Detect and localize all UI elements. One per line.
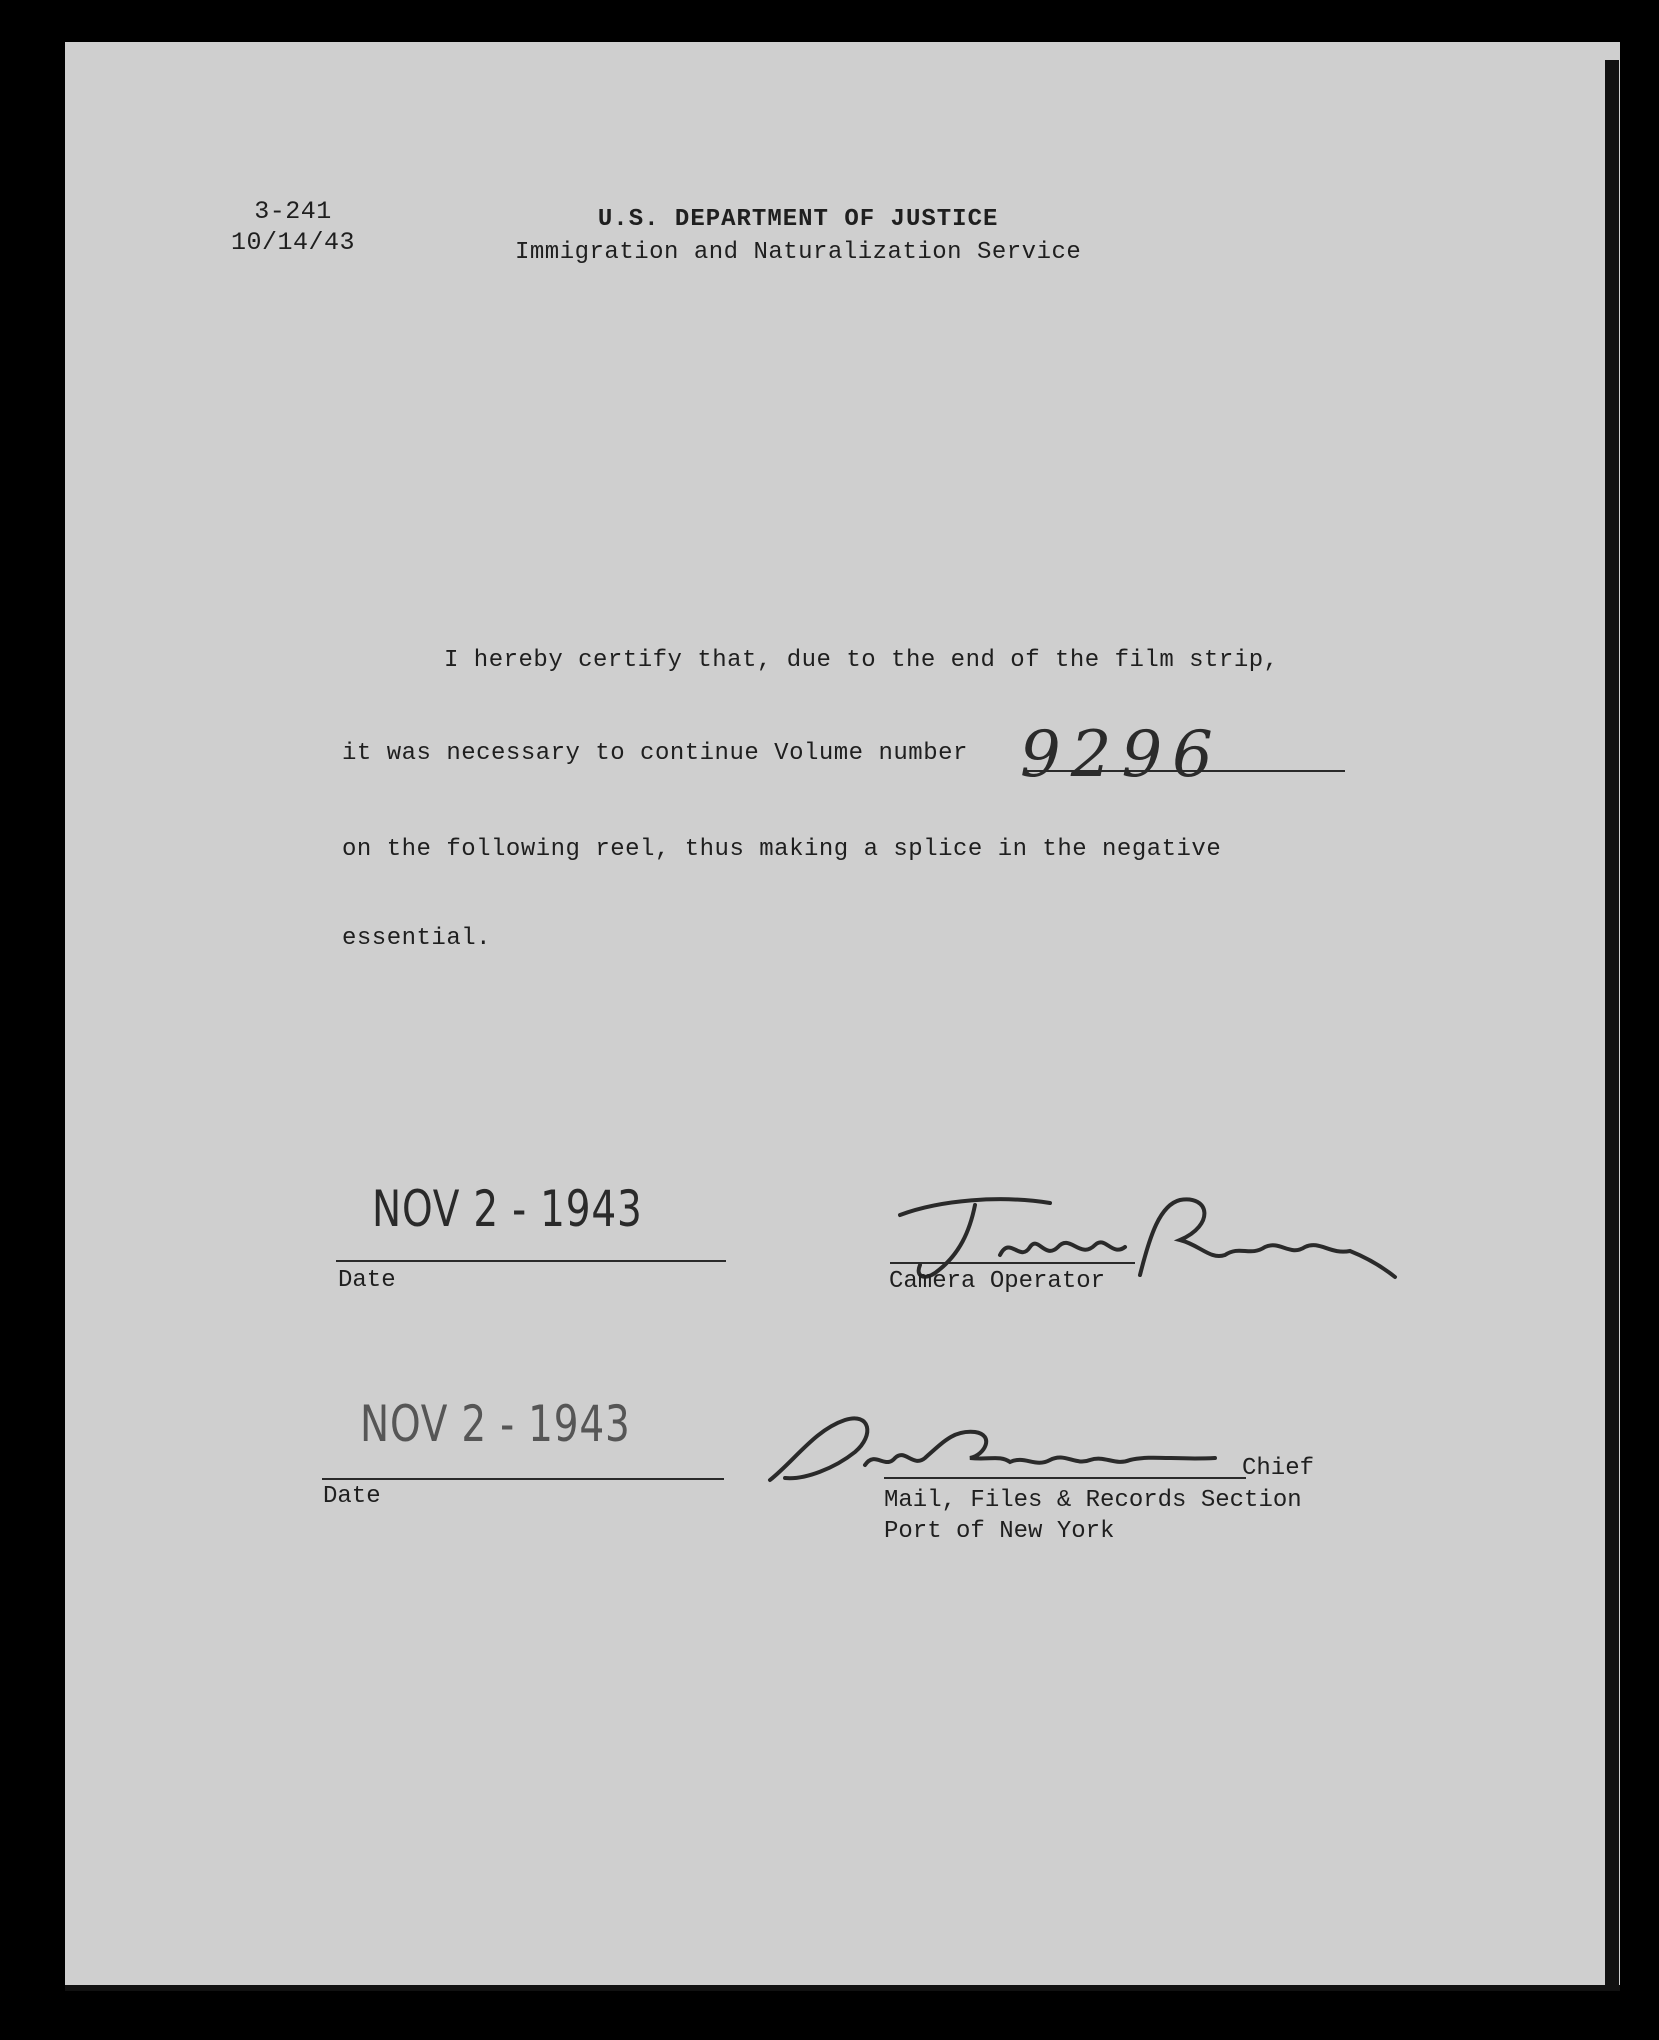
letterhead [515, 203, 1081, 269]
chief-signature [735, 1400, 1255, 1500]
form-number: 3-241 [254, 197, 332, 226]
scan-frame-edge [65, 1985, 1620, 1991]
service-title: Immigration and Naturalization Service [515, 239, 1082, 266]
date-rule-1 [336, 1260, 726, 1262]
chief-rule [884, 1477, 1246, 1479]
camera-operator-rule [890, 1262, 1135, 1264]
date-stamp-1: NOV 2 - 1943 [372, 1180, 643, 1238]
port-name: Port of New York [884, 1518, 1115, 1545]
body-line-3: on the following reel, thus making a splice in the negative [342, 836, 1222, 863]
date-stamp-2: NOV 2 - 1943 [360, 1395, 631, 1453]
chief-title: Chief [1242, 1455, 1315, 1482]
volume-number-handwritten: 9296 [1020, 718, 1223, 792]
form-code [231, 196, 355, 258]
date-rule-2 [322, 1478, 724, 1480]
date-label-2: Date [323, 1483, 381, 1510]
section-name: Mail, Files & Records Section [884, 1487, 1302, 1514]
date-label-1: Date [338, 1267, 396, 1294]
scan-frame-edge [1605, 60, 1619, 1985]
camera-operator-label: Camera Operator [889, 1268, 1106, 1295]
body-line-1: I hereby certify that, due to the end of the film strip, [444, 647, 1279, 674]
department-title: U.S. DEPARTMENT OF JUSTICE [597, 206, 999, 233]
form-date: 10/14/43 [231, 228, 356, 257]
document-page [65, 42, 1620, 1989]
body-line-4: essential. [342, 925, 492, 952]
body-line-2: it was necessary to continue Volume number [342, 740, 968, 767]
